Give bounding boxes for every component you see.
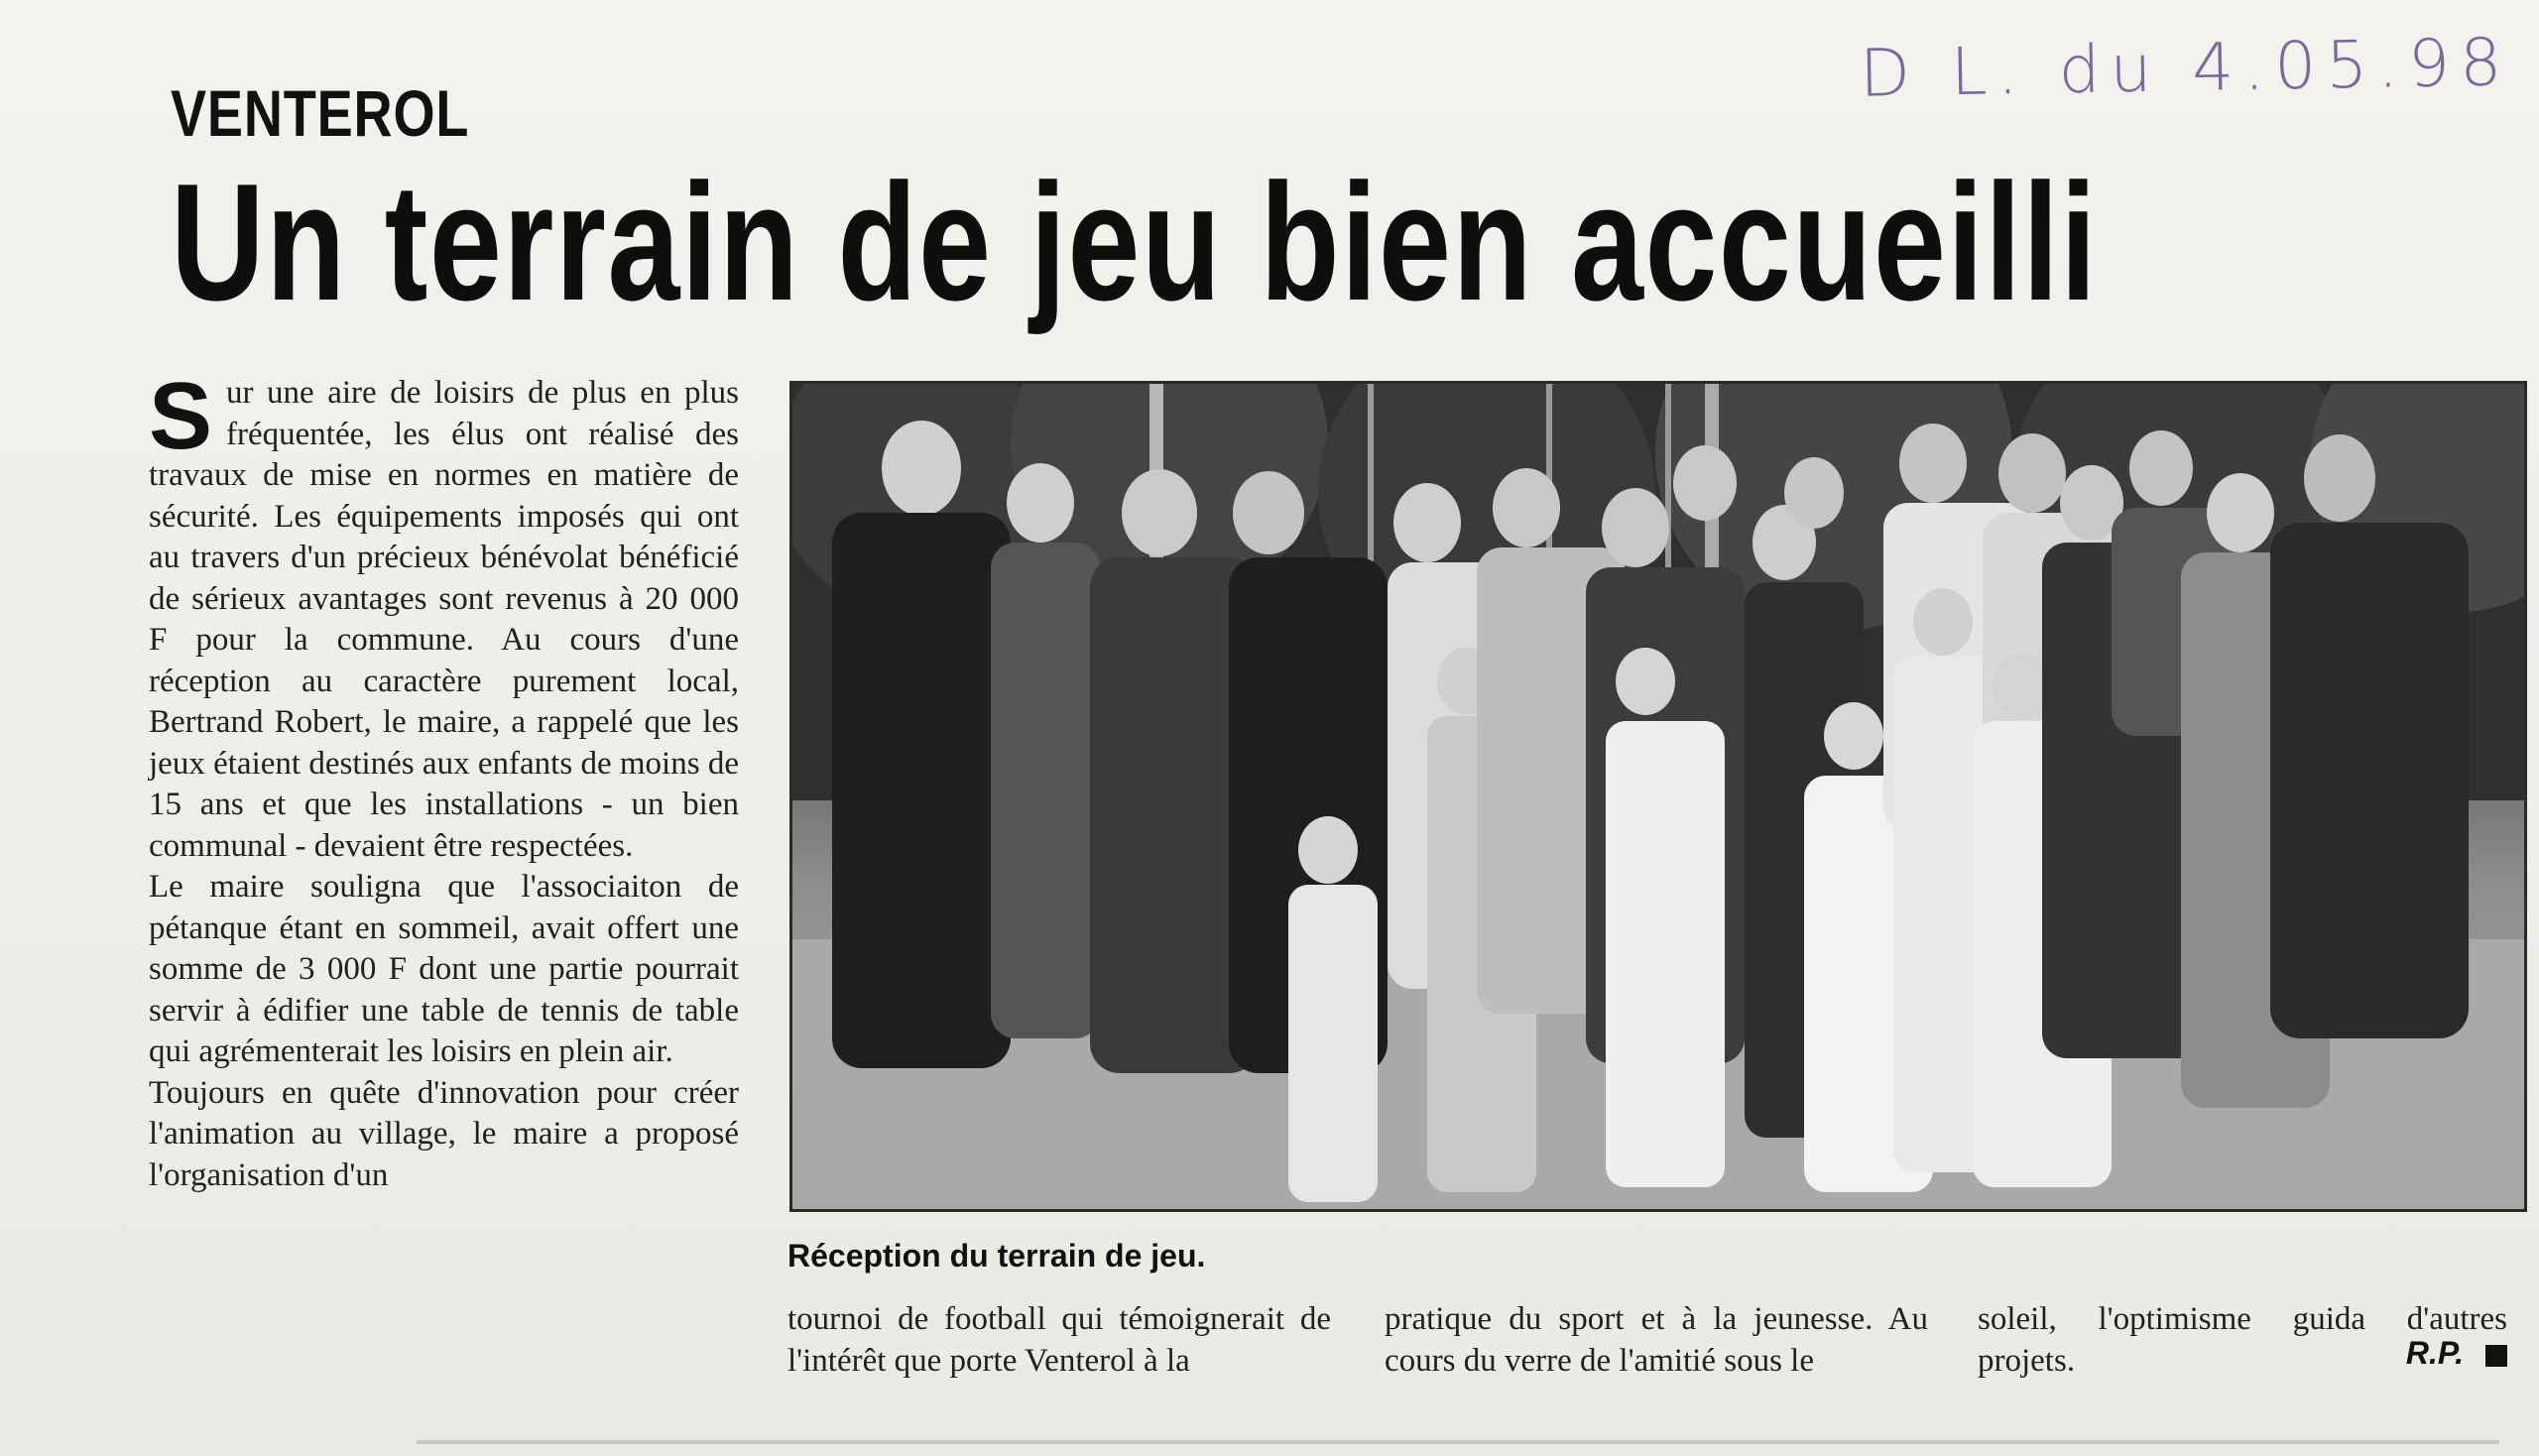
drop-cap: S	[149, 363, 213, 469]
author-signature: R.P.	[2406, 1335, 2507, 1372]
article-column-4: soleil, l'optimisme guida d'autres projets.	[1978, 1301, 2507, 1379]
article-column-2: tournoi de football qui témoignerait de l'intérêt que porte Venterol à la	[787, 1301, 1331, 1379]
article-column-1	[149, 363, 739, 1196]
article-headline: Un terrain de jeu bien accueilli	[171, 149, 2099, 335]
article-kicker: VENTEROL	[171, 76, 470, 150]
photo-caption: Réception du terrain de jeu.	[787, 1238, 1206, 1274]
paragraph-2: Le maire souligna que l'associaiton de pétanque étant en sommeil, avait offert une somme de 3 000 F dont une partie pourrait servir à édifier une table de tennis de table qui agrémenterait les loisirs en plein air.	[149, 869, 739, 1069]
clipping-edge	[417, 1440, 2499, 1444]
paragraph-3: Toujours en quête d'innovation pour créer l'animation au village, le maire a proposé l'organisation d'un	[149, 1074, 739, 1193]
paragraph-1: Sur une aire de loisirs de plus en plus fréquentée, les élus ont réalisé des travaux de mise en normes en matière de sécurité. Les équipements imposés qui ont au travers d'un précieux bénévolat bénéficié de sérieux avantages sont revenus à 20 000 F pour la commune. Au cours d'une réception au caractère purement local, Bertrand Robert, le maire, a rappelé que les jeux étaient destinés aux enfants de moins de 15 ans et que les installations - un bien communal - devaient être respectées.	[149, 363, 739, 864]
group-photo	[789, 381, 2527, 1212]
handwritten-date-annotation: D L. du 4.05.98	[1859, 24, 2512, 112]
article-column-3: pratique du sport et à la jeunesse. Au cours du verre de l'amitié sous le	[1385, 1301, 1928, 1379]
end-mark	[2485, 1345, 2507, 1367]
